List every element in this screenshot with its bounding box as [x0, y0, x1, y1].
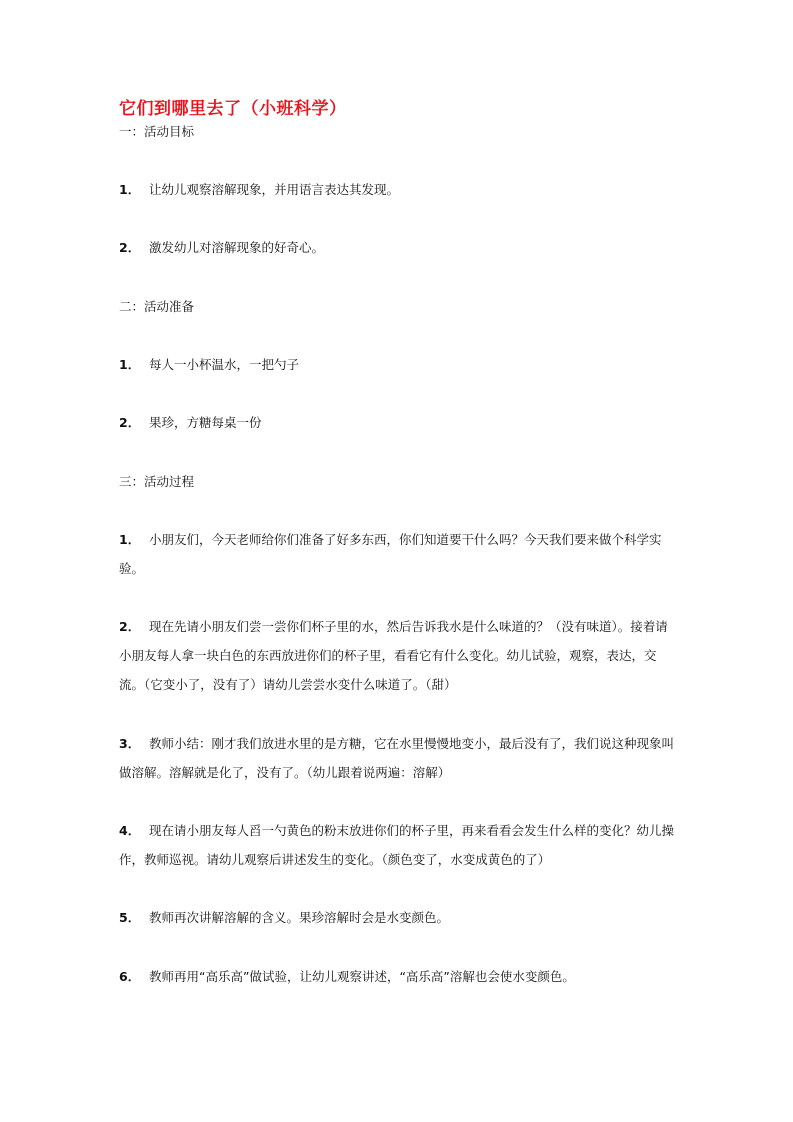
document-title: 它们到哪里去了（小班科学） [119, 99, 347, 119]
list-item-text: 每人一小杯温水，一把勺子 [149, 357, 300, 372]
list-item [119, 729, 679, 787]
list-item-text: 教师小结：刚才我们放进水里的是方糖，它在水里慢慢地变小，最后没有了，我们说这种现象叫做溶解。溶解就是化了，没有了。（幼儿跟着说两遍：溶解） [119, 736, 675, 780]
list-item [119, 612, 679, 699]
list-item-number: 4． [119, 823, 141, 838]
section-heading-process: 三：活动过程 [119, 474, 195, 489]
list-item-number: 1． [119, 532, 141, 547]
list-item-number: 1． [119, 182, 141, 197]
list-item-number: 3． [119, 736, 141, 751]
list-item-text: 教师再用“高乐高”做试验，让幼儿观察讲述，“高乐高”溶解也会使水变颜色。 [149, 969, 575, 984]
list-item [119, 962, 679, 991]
list-item-text: 教师再次讲解溶解的含义。果珍溶解时会是水变颜色。 [149, 910, 450, 925]
list-item-text: 现在先请小朋友们尝一尝你们杯子里的水，然后告诉我水是什么味道的？（没有味道）。接着请小朋友每人拿一块白色的东西放进你们的杯子里，看看它有什么变化。幼儿试验，观察，表达，交流。（它变小了，没有了）请幼儿尝尝水变什么味道了。（甜） [119, 619, 668, 692]
list-item [119, 408, 679, 437]
list-item [119, 525, 679, 583]
list-item-number: 2． [119, 240, 141, 255]
list-item [119, 233, 679, 262]
list-item-number: 5． [119, 910, 141, 925]
list-item-text: 小朋友们，今天老师给你们准备了好多东西，你们知道要干什么吗？今天我们要来做个科学实验。 [119, 532, 662, 576]
list-item-text: 现在请小朋友每人舀一勺黄色的粉末放进你们的杯子里，再来看看会发生什么样的变化？幼儿操作，教师巡视。请幼儿观察后讲述发生的变化。（颜色变了，水变成黄色的了） [119, 823, 675, 867]
list-item-text: 激发幼儿对溶解现象的好奇心。 [149, 240, 325, 255]
section-heading-prep: 二：活动准备 [119, 299, 195, 314]
section-heading-goal: 一：活动目标 [119, 124, 195, 139]
list-item-number: 6． [119, 969, 141, 984]
list-item-number: 1． [119, 357, 141, 372]
list-item-number: 2． [119, 619, 141, 634]
list-item [119, 175, 679, 204]
list-item-text: 果珍，方糖每桌一份 [149, 415, 262, 430]
list-item-number: 2． [119, 415, 141, 430]
list-item [119, 350, 679, 379]
list-item-text: 让幼儿观察溶解现象，并用语言表达其发现。 [149, 182, 400, 197]
list-item [119, 816, 679, 874]
list-item [119, 903, 679, 932]
